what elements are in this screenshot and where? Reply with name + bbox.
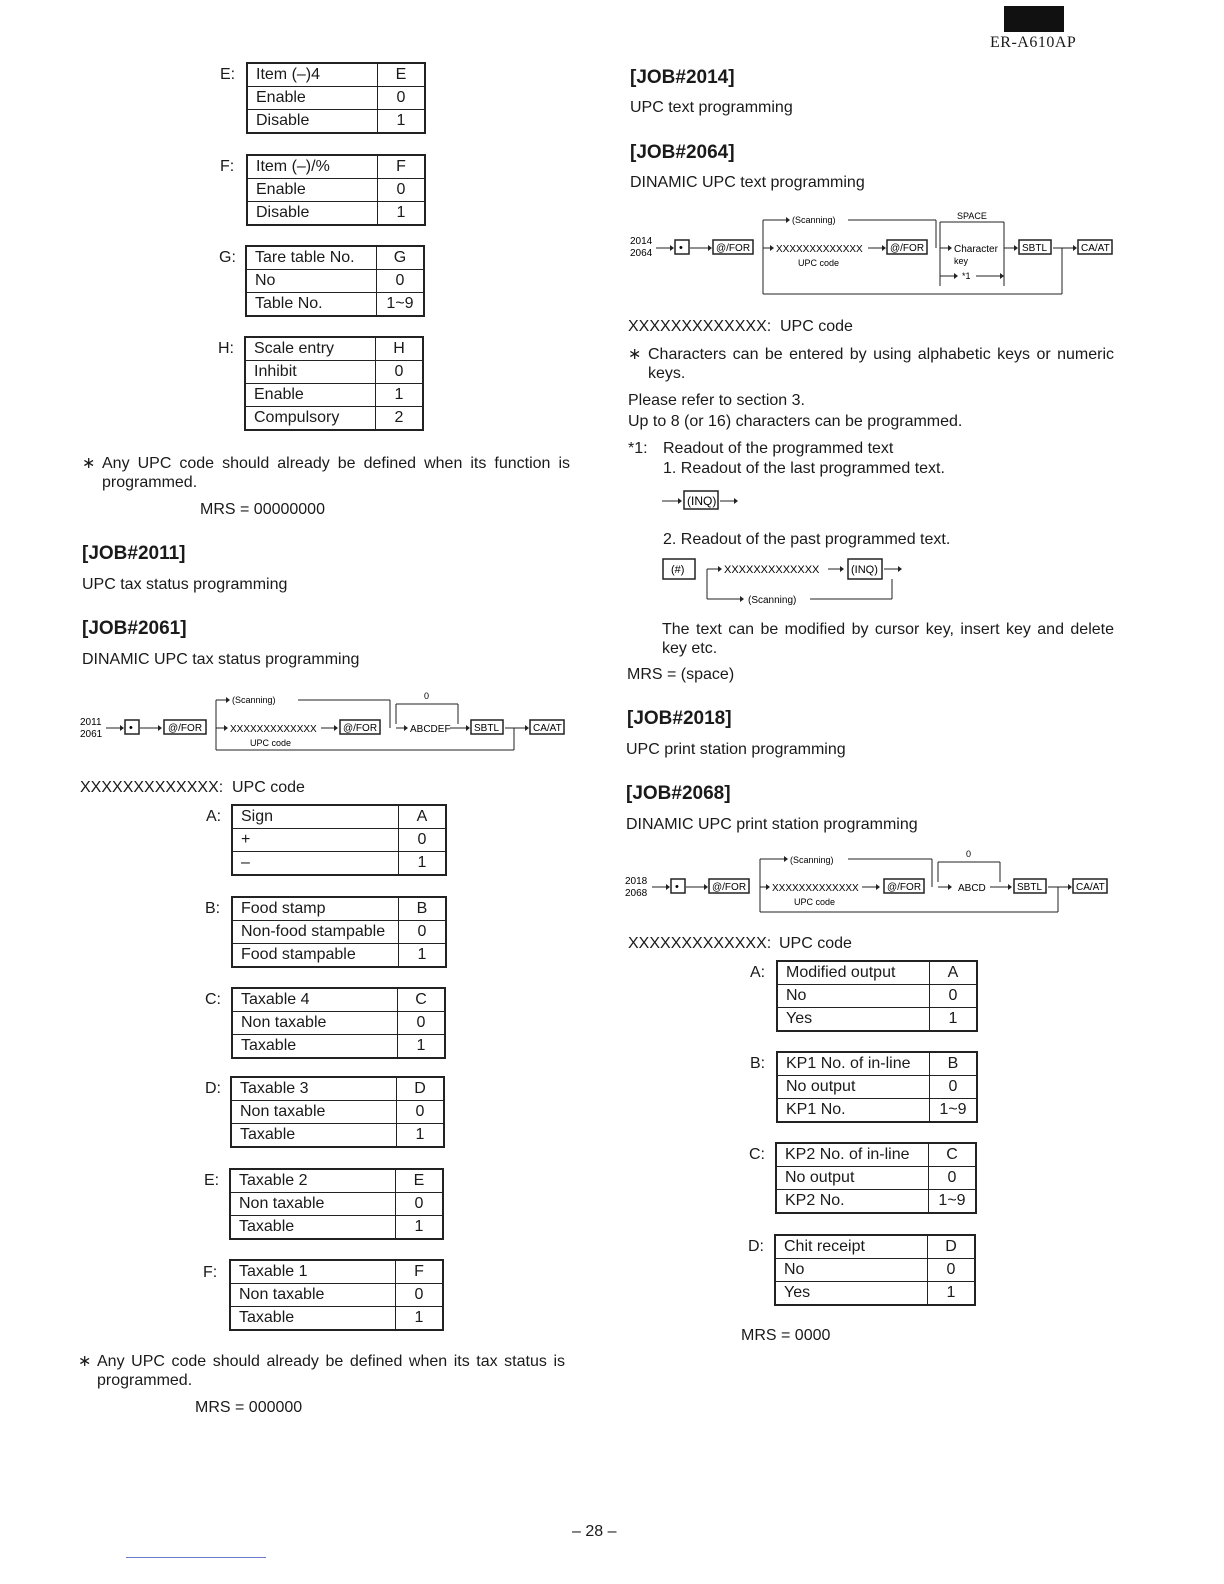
table-cell: Taxable 2 xyxy=(230,1169,396,1193)
mrs-value: MRS = 000000 xyxy=(195,1399,303,1416)
table-cell: Non taxable xyxy=(230,1193,396,1216)
table-cell: KP1 No. xyxy=(777,1099,930,1123)
upc-code-definition: XXXXXXXXXXXXX: xyxy=(628,318,772,335)
table-cell: Taxable 3 xyxy=(231,1077,397,1101)
option-table xyxy=(231,804,447,876)
job-code: 2061 xyxy=(80,729,103,740)
table-cell: 1~9 xyxy=(929,1190,977,1214)
table-letter: A: xyxy=(206,808,222,825)
upc-code-definition-label: UPC code xyxy=(780,318,853,335)
job-title: [JOB#2018] xyxy=(627,708,732,729)
option-table xyxy=(774,1234,976,1306)
for-key: @/FOR xyxy=(712,882,747,893)
footer-rule xyxy=(126,1557,266,1558)
job-title: [JOB#2011] xyxy=(82,543,186,564)
table-cell: 1 xyxy=(396,1216,444,1240)
for-key: @/FOR xyxy=(890,243,925,254)
table-cell: Taxable xyxy=(231,1124,397,1148)
table-cell: No xyxy=(777,985,930,1008)
table-cell: 1 xyxy=(398,1035,446,1059)
table-cell: Chit receipt xyxy=(775,1235,928,1259)
past-readout-sequence xyxy=(660,555,920,609)
table-cell: Taxable 4 xyxy=(232,988,398,1012)
job-code: 2018 xyxy=(625,876,648,887)
readout-title: Readout of the programmed text xyxy=(663,440,894,457)
model-number: ER-A610AP xyxy=(990,34,1077,51)
inq-key: (INQ) xyxy=(687,494,717,508)
table-cell: 1 xyxy=(378,202,426,226)
table-letter: H: xyxy=(218,340,234,357)
table-cell: A xyxy=(399,805,447,829)
option-table xyxy=(231,896,447,968)
table-cell: E xyxy=(378,63,426,87)
table-cell: Scale entry xyxy=(245,337,376,361)
table-cell: 0 xyxy=(378,179,426,202)
table-letter: B: xyxy=(750,1055,766,1072)
table-cell: B xyxy=(930,1052,978,1076)
option-table xyxy=(244,336,424,431)
table-cell: Taxable 1 xyxy=(230,1260,396,1284)
table-cell: 1 xyxy=(930,1008,978,1032)
caat-key: CA/AT xyxy=(1076,882,1105,893)
table-letter: D: xyxy=(748,1238,764,1255)
table-cell: Inhibit xyxy=(245,361,376,384)
table-letter: F: xyxy=(220,158,235,175)
for-key: @/FOR xyxy=(887,882,922,893)
upc-code-definition-label: UPC code xyxy=(232,779,305,796)
hash-key: (#) xyxy=(671,564,685,576)
table-letter: B: xyxy=(205,900,221,917)
modify-note: The text can be modified by cursor key, insert key and delete key etc. xyxy=(662,621,1114,657)
table-letter: D: xyxy=(205,1080,221,1097)
table-cell: A xyxy=(930,961,978,985)
job-description: UPC tax status programming xyxy=(82,576,288,593)
option-table xyxy=(776,1051,978,1123)
note-star: ∗ xyxy=(628,346,642,363)
for-key: @/FOR xyxy=(716,243,751,254)
table-letter: C: xyxy=(749,1146,765,1163)
table-cell: C xyxy=(398,988,446,1012)
table-cell: Enable xyxy=(247,87,378,110)
zero-label: 0 xyxy=(424,691,430,701)
option-table xyxy=(246,154,426,226)
table-cell: No xyxy=(775,1259,928,1282)
table-cell: 0 xyxy=(399,829,447,852)
key-sequence-diagram xyxy=(626,206,1126,298)
job-code: 2011 xyxy=(80,717,102,728)
mrs-value: MRS = (space) xyxy=(627,666,735,683)
table-letter: E: xyxy=(204,1172,220,1189)
table-cell: 0 xyxy=(930,985,978,1008)
upc-code-label: UPC code xyxy=(794,897,836,907)
table-cell: C xyxy=(929,1143,977,1167)
dot-key: • xyxy=(679,242,683,254)
job-code: 2068 xyxy=(625,888,648,899)
table-cell: Tare table No. xyxy=(246,246,377,270)
table-cell: B xyxy=(399,897,447,921)
job-description: UPC print station programming xyxy=(626,741,846,758)
upc-code-definition-label: UPC code xyxy=(779,935,852,952)
table-cell: Modified output xyxy=(777,961,930,985)
caat-key: CA/AT xyxy=(1081,243,1110,254)
table-cell: No output xyxy=(777,1076,930,1099)
sbtl-key: SBTL xyxy=(1022,243,1048,254)
readout-marker: *1 xyxy=(962,271,971,281)
note-text: Any UPC code should already be defined when its tax status is programmed. xyxy=(97,1353,565,1389)
table-cell: F xyxy=(396,1260,444,1284)
job-description: DINAMIC UPC print station programming xyxy=(626,816,918,833)
scanning-label: (Scanning) xyxy=(232,695,276,705)
table-letter: G: xyxy=(219,249,236,266)
mrs-value: MRS = 0000 xyxy=(741,1327,831,1344)
table-letter: C: xyxy=(205,991,221,1008)
table-cell: Sign xyxy=(232,805,399,829)
note-star: ∗ xyxy=(78,1353,92,1370)
table-cell: 0 xyxy=(378,87,426,110)
table-cell: Enable xyxy=(245,384,376,407)
job-description: UPC text programming xyxy=(630,99,793,116)
page-number: – 28 – xyxy=(572,1523,617,1540)
table-cell: Disable xyxy=(247,110,378,134)
table-cell: 0 xyxy=(930,1076,978,1099)
sbtl-key: SBTL xyxy=(474,723,500,734)
for-key: @/FOR xyxy=(168,723,203,734)
table-cell: KP2 No. of in-line xyxy=(776,1143,929,1167)
table-cell: 2 xyxy=(376,407,424,431)
option-table xyxy=(229,1259,444,1331)
table-cell: No xyxy=(246,270,377,293)
table-cell: 1 xyxy=(928,1282,976,1306)
table-cell: Yes xyxy=(777,1008,930,1032)
option-table xyxy=(246,62,426,134)
dot-key: • xyxy=(129,722,133,734)
character-limit: Up to 8 (or 16) characters can be programmed. xyxy=(628,413,963,430)
table-cell: Taxable xyxy=(230,1216,396,1240)
job-title: [JOB#2061] xyxy=(82,618,187,639)
table-cell: No output xyxy=(776,1167,929,1190)
scanning-label: (Scanning) xyxy=(748,595,797,606)
inq-sequence xyxy=(660,488,750,514)
status-letters: ABCDEF xyxy=(410,724,451,735)
key-sequence-diagram xyxy=(622,846,1122,918)
job-title: [JOB#2068] xyxy=(626,783,731,804)
upc-code-placeholder: XXXXXXXXXXXXX xyxy=(230,724,317,735)
table-cell: + xyxy=(232,829,399,852)
table-cell: 0 xyxy=(928,1259,976,1282)
table-cell: Food stamp xyxy=(232,897,399,921)
table-cell: Food stampable xyxy=(232,944,399,968)
table-cell: 1~9 xyxy=(930,1099,978,1123)
table-cell: E xyxy=(396,1169,444,1193)
table-cell: 1 xyxy=(378,110,426,134)
zero-label: 0 xyxy=(966,849,972,859)
table-cell: 1~9 xyxy=(377,293,425,317)
upc-code-definition: XXXXXXXXXXXXX: xyxy=(628,935,772,952)
table-cell: D xyxy=(928,1235,976,1259)
table-letter: A: xyxy=(750,964,766,981)
table-cell: 0 xyxy=(929,1167,977,1190)
table-cell: 0 xyxy=(396,1193,444,1216)
readout-step: 1. Readout of the last programmed text. xyxy=(663,460,945,477)
table-cell: Disable xyxy=(247,202,378,226)
option-table xyxy=(775,1142,977,1214)
readout-marker: *1: xyxy=(628,440,648,457)
table-cell: Item (–)4 xyxy=(247,63,378,87)
table-cell: Yes xyxy=(775,1282,928,1306)
table-cell: H xyxy=(376,337,424,361)
upc-code-label: UPC code xyxy=(798,258,840,268)
table-cell: 0 xyxy=(398,1012,446,1035)
table-cell: 0 xyxy=(396,1284,444,1307)
table-cell: 1 xyxy=(399,944,447,968)
note-star: ∗ xyxy=(82,455,96,472)
status-letters: ABCD xyxy=(958,883,986,894)
option-table xyxy=(776,960,978,1032)
note-text: Any UPC code should already be defined when its function is programmed. xyxy=(102,455,570,491)
inq-key: (INQ) xyxy=(851,564,878,576)
option-table xyxy=(229,1168,444,1240)
table-cell: F xyxy=(378,155,426,179)
option-table xyxy=(245,245,425,317)
for-key: @/FOR xyxy=(343,723,378,734)
upc-code-label: UPC code xyxy=(250,738,292,748)
table-cell: 0 xyxy=(376,361,424,384)
space-label: SPACE xyxy=(957,211,987,221)
table-cell: G xyxy=(377,246,425,270)
scanning-label: (Scanning) xyxy=(790,855,834,865)
job-code: 2014 xyxy=(630,236,653,247)
table-cell: 1 xyxy=(397,1124,445,1148)
table-cell: Non taxable xyxy=(231,1101,397,1124)
table-cell: Non-food stampable xyxy=(232,921,399,944)
table-cell: Non taxable xyxy=(230,1284,396,1307)
character-key-label: Character xyxy=(954,244,998,255)
mrs-value: MRS = 00000000 xyxy=(200,501,325,518)
character-key-label: key xyxy=(954,256,969,266)
table-cell: KP1 No. of in-line xyxy=(777,1052,930,1076)
option-table xyxy=(230,1076,445,1148)
table-cell: Non taxable xyxy=(232,1012,398,1035)
table-cell: 0 xyxy=(399,921,447,944)
table-cell: – xyxy=(232,852,399,876)
table-cell: 0 xyxy=(377,270,425,293)
dot-key: • xyxy=(675,881,679,893)
job-title: [JOB#2064] xyxy=(630,142,735,163)
upc-code-definition: XXXXXXXXXXXXX: xyxy=(80,779,224,796)
job-code: 2064 xyxy=(630,248,653,259)
key-sequence-diagram xyxy=(78,688,578,758)
job-description: DINAMIC UPC text programming xyxy=(630,174,865,191)
readout-step: 2. Readout of the past programmed text. xyxy=(663,531,951,548)
table-cell: Item (–)/% xyxy=(247,155,378,179)
table-cell: Taxable xyxy=(232,1035,398,1059)
note-text: Characters can be entered by using alphabetic keys or numeric keys. xyxy=(648,346,1114,382)
job-description: DINAMIC UPC tax status programming xyxy=(82,651,360,668)
sbtl-key: SBTL xyxy=(1017,882,1043,893)
upc-code-placeholder: XXXXXXXXXXXXX xyxy=(776,244,863,255)
table-cell: D xyxy=(397,1077,445,1101)
caat-key: CA/AT xyxy=(533,723,562,734)
upc-code-placeholder: XXXXXXXXXXXXX xyxy=(724,564,820,576)
job-title: [JOB#2014] xyxy=(630,67,735,88)
table-cell: Taxable xyxy=(230,1307,396,1331)
table-letter: F: xyxy=(203,1264,218,1281)
table-cell: Table No. xyxy=(246,293,377,317)
table-cell: Enable xyxy=(247,179,378,202)
upc-code-placeholder: XXXXXXXXXXXXX xyxy=(772,883,859,894)
table-cell: 1 xyxy=(376,384,424,407)
table-letter: E: xyxy=(220,66,236,83)
table-cell: 1 xyxy=(396,1307,444,1331)
header-black-tab xyxy=(1004,6,1064,32)
option-table xyxy=(231,987,446,1059)
table-cell: 0 xyxy=(397,1101,445,1124)
table-cell: KP2 No. xyxy=(776,1190,929,1214)
table-cell: Compulsory xyxy=(245,407,376,431)
scanning-label: (Scanning) xyxy=(792,215,836,225)
section-reference: Please refer to section 3. xyxy=(628,392,805,409)
table-cell: 1 xyxy=(399,852,447,876)
